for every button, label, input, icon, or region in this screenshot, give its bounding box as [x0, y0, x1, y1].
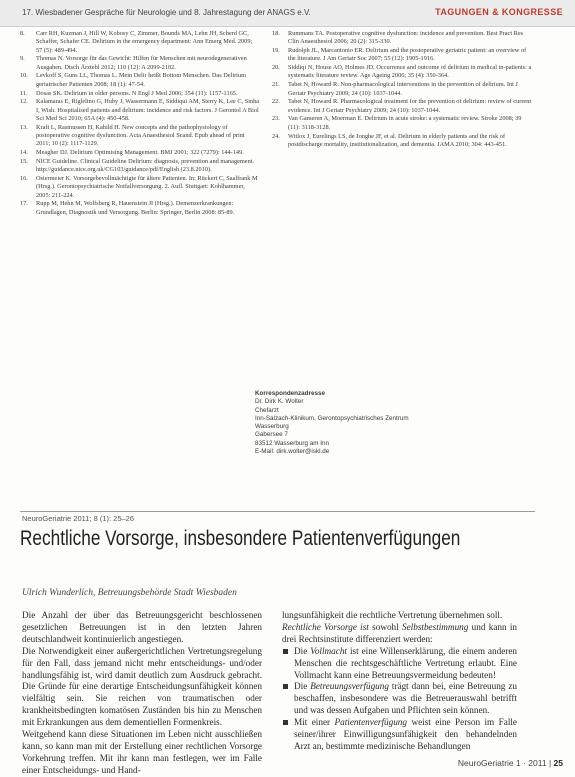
- reference-number: 14.: [20, 149, 28, 157]
- reference-text: Thomas N. Vorsorge für das Gewicht: Hilfen für Menschen mit neurodegenerativen Ausgaben. Dtsch Ärztebl 2012; 110 (12): A 2099-2102.: [36, 55, 247, 71]
- reference-item: [272, 81, 534, 98]
- reference-text: Kalamaras E, Riglelino G, Huby J, Wassermann E, Siddiqui AM, Sterry K, Lee C, Sinha I, Wish. Hospitalised patients and delirium: incidence and risk factors. J Gerontol A Biol Sci Med Sci 2010; 65A (4): 450-458.: [36, 98, 260, 122]
- reference-number: 18.: [272, 30, 280, 37]
- reference-item: [20, 55, 260, 72]
- correspondence-heading: Korrespondenzadresse: [255, 390, 325, 397]
- reference-text: Dosas SK. Delirium in older persons. N Engl J Med 2006; 354 (11): 1157-1165.: [36, 89, 238, 97]
- running-header: [0, 0, 575, 27]
- correspondence-line: Wasserburg: [255, 423, 289, 431]
- reference-text: NICE Guideline. Clinical Guideline Delirium: diagnosis, prevention and management. http://guidance.nice.org.uk/CG103/guidance/pdf/English (23.8.2010).: [36, 157, 255, 174]
- reference-number: 8.: [20, 30, 25, 37]
- reference-item: [272, 115, 534, 132]
- reference-item: [20, 149, 260, 157]
- reference-number: 10.: [20, 72, 28, 80]
- reference-text: Rupp M, Hehn M, Wolfsberg R, Hauenstein JI (Hrsg.). Demenzerkrankungen: Grundlagen, Diagnostik und Versorgung. Berlin: Springer, Berlin 2008: 85-89.: [36, 200, 235, 216]
- reference-number: 15.: [20, 157, 28, 165]
- footer-journal: NeuroGeriatrie 1 · 2011: [457, 758, 547, 768]
- reference-item: [20, 30, 260, 55]
- article-citation: NeuroGeriatrie 2011; 8 (1): 25–26: [22, 514, 135, 523]
- body-right-column: [282, 610, 517, 753]
- reference-item: [20, 158, 260, 175]
- reference-text: Tabet N, Howard R. Non-pharmacological interventions in the prevention of delirium. Int J Geriatr Psychiatry 2009; 24 (10): 1037-1044.: [288, 81, 518, 97]
- body-paragraph: [282, 622, 517, 646]
- reference-item: [272, 64, 534, 81]
- reference-item: [20, 124, 260, 149]
- references-left-column: [20, 30, 260, 218]
- body-text: Die: [294, 681, 311, 692]
- reference-number: 12.: [20, 98, 28, 106]
- body-paragraph: lungsunfähigkeit die rechtliche Vertretung übernehmen soll.: [282, 610, 503, 620]
- reference-number: 19.: [272, 47, 280, 55]
- reference-item: [272, 47, 534, 64]
- reference-text: Ostermeier K. Vorsorgebevollmächtigte für ältere Patienten. In: Rückert C, Saalfrank M (Hrsg.). Gerontopsychiatrische Notfallversorgung. 2. Aufl. Stuttgart: Kohlhammer, 2005: 211-224.: [36, 175, 258, 199]
- instrument-list-item: [282, 717, 517, 753]
- body-paragraph: Weitgehend kann diese Situationen im Leben nicht ausschließen kann, so kann man mit der Erstellung einer rechtlichen Vorsorge Vorkehrung treffen. Mit ihr kann man festlegen, wer im Falle einer Entscheidungs- und Hand-: [22, 729, 262, 775]
- footer-text: [458, 758, 563, 768]
- body-paragraph: Die Notwendigkeit einer außergerichtlichen Vertretungsregelung für den Fall, dass jemand nicht mehr entscheidungs- und/oder handlungsfähig ist, wird damit deutlich zum Ausdruck gebracht. Die Gründe für eine derartige Entscheidungsunfähigkeit können vielfältig sein. Sie reichen von traumatischen oder krankheitsbedingten komatösen Zuständen bis hin zu Menschen mit Erkrankungen aus dem dementiellen Formenkreis.: [22, 645, 262, 728]
- reference-item: [20, 90, 260, 98]
- reference-text: Witlox J, Eurelings LS, de Jonghe JF, et al. Delirium in elderly patients and the risk of postdischarge mortality, institutionalization, and dementia. JAMA 2010; 304: 443-451.: [288, 132, 507, 148]
- correspondence-line: Chefarzt: [255, 406, 279, 414]
- body-left-column: [22, 610, 262, 777]
- reference-text: Rudolph JL, Marcantonio ER. Delirium and the postoperative geriatric patient: an overview of the literature. J Am Geriatr Soc 2007; 55 (12): 1905-1916.: [288, 47, 527, 63]
- reference-number: 24.: [272, 132, 280, 140]
- correspondence-line: 83512 Wasserburg am Inn: [255, 439, 329, 447]
- references-right-column: [272, 30, 534, 150]
- reference-number: 9.: [20, 55, 25, 63]
- article-author: Ulrich Wunderlich, Betreuungsbehörde Stadt Wiesbaden: [22, 588, 237, 598]
- reference-number: 20.: [272, 64, 280, 72]
- reference-text: Kraft L, Rasmussen H, Kahild H. New concepts and the pathophysiology of postoperative cognitive dysfunction. Acta Anaesthesiol Scand. Epub ahead of print 2011; 10 (2): 1117-1129.: [36, 123, 245, 148]
- body-text: und kann in drei Rechtsinstitute differenziert werden:: [282, 621, 518, 644]
- instrument-list-item: [282, 681, 517, 717]
- correspondence-line: E-Mail: dirk.wolter@iskl.de: [255, 448, 330, 456]
- reference-number: 11.: [20, 89, 28, 97]
- emphasis-text: Patientenverfügung: [334, 717, 407, 728]
- header-meeting-title: 17. Wiesbadener Gespräche für Neurologie und 8. Jahrestagung der ANAGS e.V.: [22, 8, 311, 17]
- page-footer: [0, 755, 575, 775]
- footer-divider: |: [548, 758, 552, 768]
- body-text: sowohl: [372, 621, 399, 632]
- reference-number: 23.: [272, 115, 280, 123]
- correspondence-line: Inn-Salzach-Klinikum, Gerontopsychiatrisches Zentrum: [255, 414, 409, 422]
- emphasis-text: Rechtliche Vorsorge ist: [282, 621, 369, 632]
- reference-text: Van Gameren A, Moerman E. Delirium in acute stroke: a systematic review. Stroke 2008; 39 (11): 3118-3128.: [288, 115, 522, 131]
- reference-item: [272, 98, 534, 115]
- instrument-list-item: [282, 646, 517, 682]
- correspondence-line: Dr. Dirk K. Wolter: [255, 398, 304, 406]
- reference-text: Carr RH, Kuzman J, Hill W, Kobosy C, Zimmer, Bounds MA, Lehn JH, Scherd GC, Schaffer, Schafer CE. Delirium in the emergency department: Ann Emerg Med. 2009; 57 (5): 489-494.: [36, 30, 253, 54]
- emphasis-text: Selbstbestimmung: [402, 621, 469, 632]
- reference-number: 22.: [272, 98, 280, 106]
- article-separator: [20, 511, 535, 512]
- instrument-list: [282, 646, 517, 753]
- emphasis-text: Vollmacht: [310, 645, 347, 656]
- reference-number: 17.: [20, 200, 28, 208]
- reference-item: [20, 98, 260, 123]
- reference-item: [20, 175, 260, 200]
- header-section-label: TAGUNGEN & KONGRESSE: [435, 7, 563, 17]
- body-text: ist eine Willenserklärung, die einem anderen Menschen die rechtsgeschäftliche Vertretung erlaubt. Eine Vollmacht kann eine Betreuungsvermeidung bedeuten!: [294, 645, 518, 680]
- reference-number: 13.: [20, 123, 28, 131]
- reference-number: 16.: [20, 175, 28, 183]
- correspondence-address: [255, 390, 535, 456]
- body-text: Mit einer: [294, 717, 335, 728]
- reference-item: [272, 133, 534, 150]
- reference-item: [272, 30, 534, 47]
- reference-item: [20, 200, 260, 217]
- body-text: Die: [294, 645, 311, 656]
- page-number: 25: [553, 758, 563, 768]
- reference-number: 21.: [272, 81, 280, 89]
- reference-text: Siddiqi N, House AO, Holmes JD. Occurrence and outcome of delirium in medical in-patients: a systematic literature review. Age Ageing 2006; 35 (4): 350-364.: [288, 64, 532, 80]
- body-paragraph: Die Anzahl der über das Betreuungsgericht beschlossenen gesetzlichen Betreuungen ist in den letzten Jahren deutschlandweit kontinuierlich angestiegen.: [22, 610, 262, 644]
- reference-text: Levkoff S, Guns LL, Thomas L. Mein Delir heißt Bottom Menschen. Das Delirium geriatrischer Patienten 2008; 18 (1): 47-54.: [36, 72, 246, 88]
- article-title: Rechtliche Vorsorge, insbesondere Patientenverfügungen: [20, 527, 461, 550]
- emphasis-text: Betreuungsverfügung: [310, 681, 389, 692]
- reference-text: Meagher DJ. Delirium Optimising Management. BMJ 2001; 322 (7279): 144-149.: [36, 149, 244, 157]
- body-text: weist eine Person im Falle seiner/ihrer Einwilligungsunfähigkeit den behandelnden Arzt an, bestimmte medizinische Behandlungen: [294, 717, 517, 751]
- body-text: trägt dann bei, eine Betreuung zu beschaffen, insbesondere was die Betreuerauswahl betrifft und was dessen Aufgaben und Pflichten sein können.: [294, 681, 518, 716]
- correspondence-line: Gabersee 7: [255, 431, 288, 439]
- reference-text: Rummans TA. Postoperative cognitive dysfunction: incidence and prevention. Best Pract Res Clin Anaesthesiol 2006; 20 (2): 315-330.: [288, 30, 524, 46]
- reference-item: [20, 72, 260, 89]
- reference-text: Tabet N, Howard R. Pharmacological treatment for the prevention of delirium: review of current evidence. Int J Geriatr Psychiatry 2009; 24 (10): 1037-1044.: [288, 98, 532, 114]
